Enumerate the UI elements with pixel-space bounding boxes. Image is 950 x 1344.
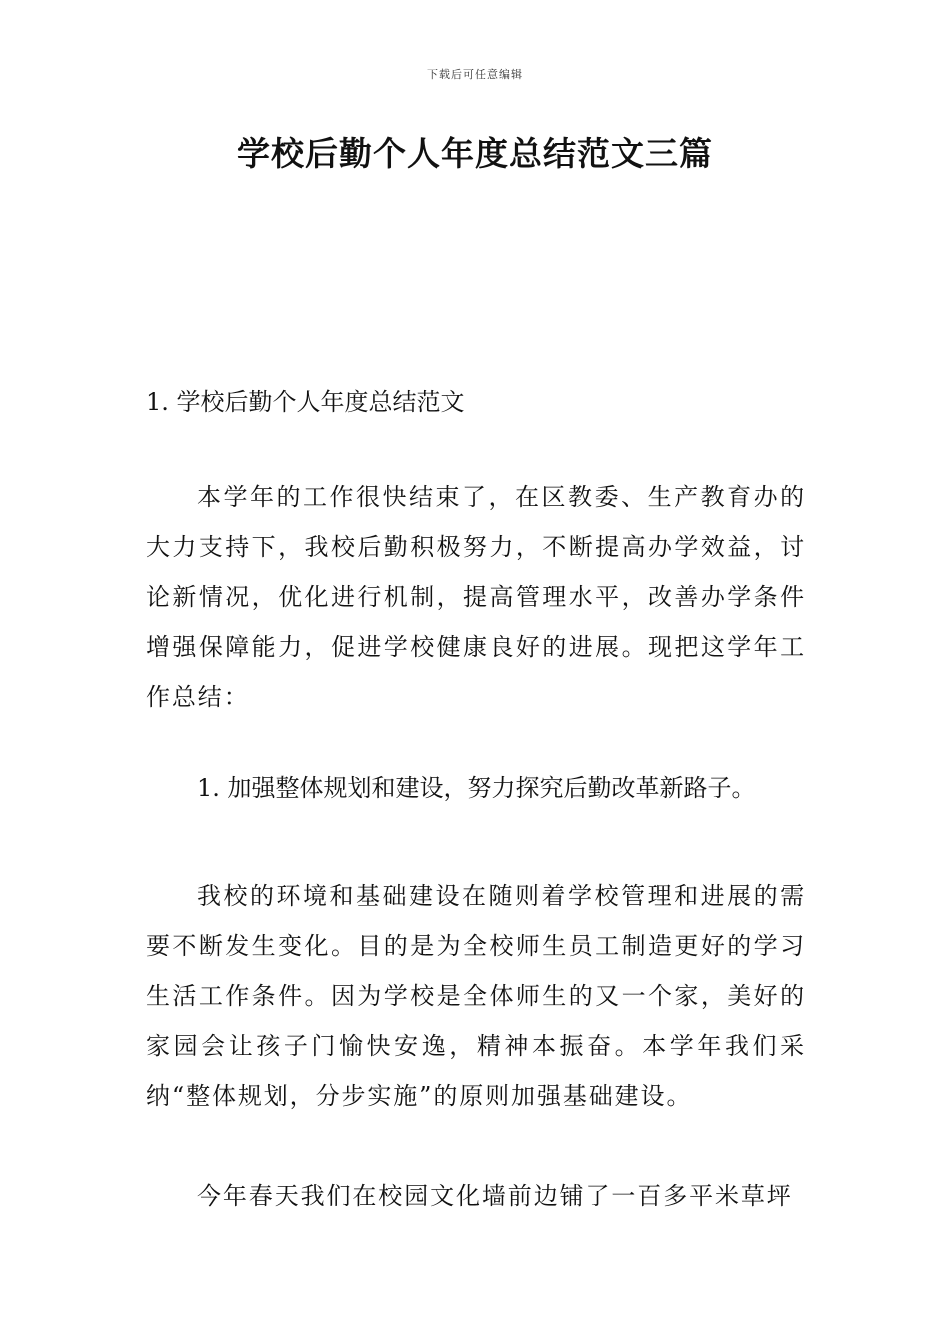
paragraph-spring: 今年春天我们在校园文化墙前边铺了一百多平米草坪 [197, 1182, 793, 1210]
document-title: 学校后勤个人年度总结范文三篇 [237, 134, 713, 173]
section-heading: 1. 学校后勤个人年度总结范文 [146, 388, 465, 416]
paragraph-construction: 我校的环境和基础建设在随则着学校管理和进展的需要不断发生变化。目的是为全校师生员工制造更好的学习生活工作条件。因为学校是全体师生的又一个家，美好的家园会让孩子门愉快安逸，精神本振奋。本学年我们采纳“整体规划，分步实施”的原则加强基础建设。 [146, 882, 806, 1110]
paragraph-intro: 本学年的工作很快结束了，在区教委、生产教育办的大力支持下，我校后勤积极努力，不断提高办学效益，讨论新情况，优化进行机制，提高管理水平，改善办学条件增强保障能力，促进学校健康良好的进展。现把这学年工作总结： [146, 483, 806, 711]
page-header-note: 下载后可任意编辑 [427, 68, 523, 81]
numbered-item-1: 1. 加强整体规划和建设，努力探究后勤改革新路子。 [197, 774, 756, 802]
